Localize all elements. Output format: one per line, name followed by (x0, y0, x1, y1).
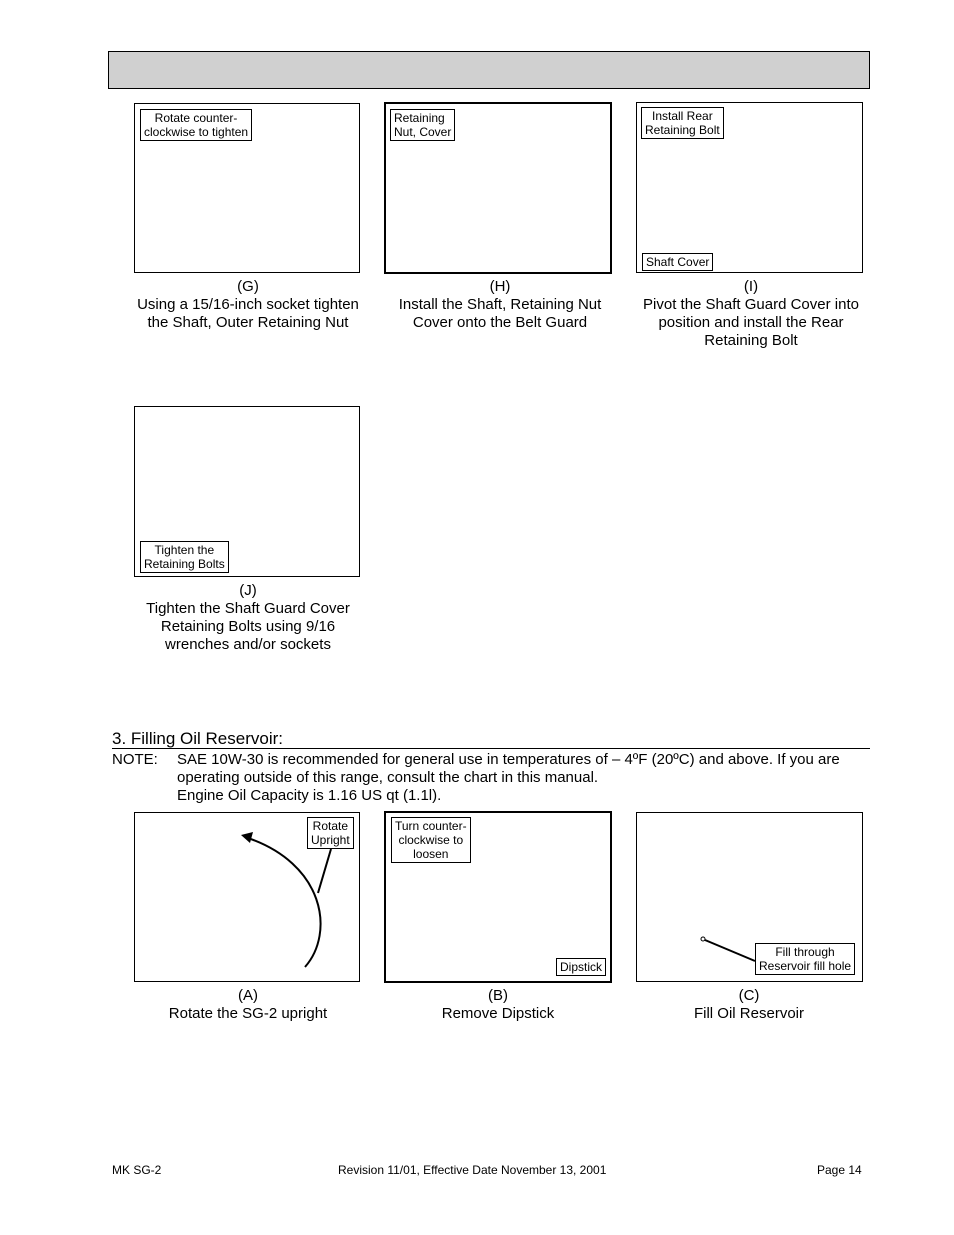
figure-j-callout: Tighten the Retaining Bolts (140, 541, 229, 573)
footer-page-number: Page 14 (817, 1163, 862, 1177)
figure-j-text: Tighten the Shaft Guard Cover Retaining Bolts using 9/16 wrenches and/or sockets (146, 600, 350, 653)
figure-i-image (636, 102, 863, 273)
figure-j-letter: (J) (239, 582, 257, 599)
figure-c-callout: Fill through Reservoir fill hole (755, 943, 855, 975)
figure-i-callout-bolt: Install Rear Retaining Bolt (641, 107, 724, 139)
figure-h-text: Install the Shaft, Retaining Nut Cover onto the Belt Guard (398, 296, 602, 331)
figure-b-image (384, 811, 612, 983)
note-line-2: Engine Oil Capacity is 1.16 US qt (1.1l). (177, 787, 442, 804)
footer-revision: Revision 11/01, Effective Date November 13, 2001 (338, 1163, 607, 1177)
note-tag: NOTE: (112, 751, 158, 768)
figure-g-text: Using a 15/16-inch socket tighten the Shaft, Outer Retaining Nut (137, 296, 359, 331)
section-header-bar (108, 51, 870, 89)
figure-h-image (384, 102, 612, 274)
figure-b-callout-loosen: Turn counter- clockwise to loosen (391, 817, 471, 863)
figure-a-callout: Rotate Upright (307, 817, 354, 849)
figure-g-caption (128, 278, 368, 332)
figure-h-callout: Retaining Nut, Cover (390, 109, 455, 141)
section-title: 3. Filling Oil Reservoir: (112, 729, 283, 748)
figure-a-image (134, 812, 360, 982)
figure-b-caption (378, 987, 618, 1023)
note-body (177, 751, 867, 805)
figure-h-caption (380, 278, 620, 332)
figure-a-text: Rotate the SG-2 upright (168, 1005, 328, 1022)
figure-b-text: Remove Dipstick (441, 1005, 555, 1022)
figure-c-caption (629, 987, 869, 1023)
figure-g-image (134, 103, 360, 273)
figure-b-letter: (B) (488, 987, 508, 1004)
figure-c-text: Fill Oil Reservoir (693, 1005, 804, 1022)
figure-i-letter: (I) (743, 278, 759, 295)
rotate-arrow-icon (135, 813, 359, 981)
figure-g-callout: Rotate counter- clockwise to tighten (140, 109, 252, 141)
figure-c-image (636, 812, 863, 982)
figure-i-text: Pivot the Shaft Guard Cover into position and install the Rear Retaining Bolt (643, 296, 859, 349)
section-rule (112, 748, 870, 749)
footer-doc-id: MK SG-2 (112, 1163, 162, 1177)
figure-j-image (134, 406, 360, 577)
figure-b-callout-dipstick: Dipstick (556, 958, 606, 976)
figure-i-callout-cover: Shaft Cover (642, 253, 713, 271)
figure-a-letter: (A) (238, 987, 258, 1004)
figure-i-caption (631, 278, 871, 350)
figure-h-letter: (H) (489, 278, 511, 295)
figure-j-caption (128, 582, 368, 654)
note-line-1: SAE 10W-30 is recommended for general use in temperatures of – 4ºF (20ºC) and above. If you are operating outside of this range, consult the chart in this manual. (177, 751, 840, 786)
figure-g-letter: (G) (237, 278, 259, 295)
figure-a-caption (128, 987, 368, 1023)
figure-c-letter: (C) (738, 987, 760, 1004)
